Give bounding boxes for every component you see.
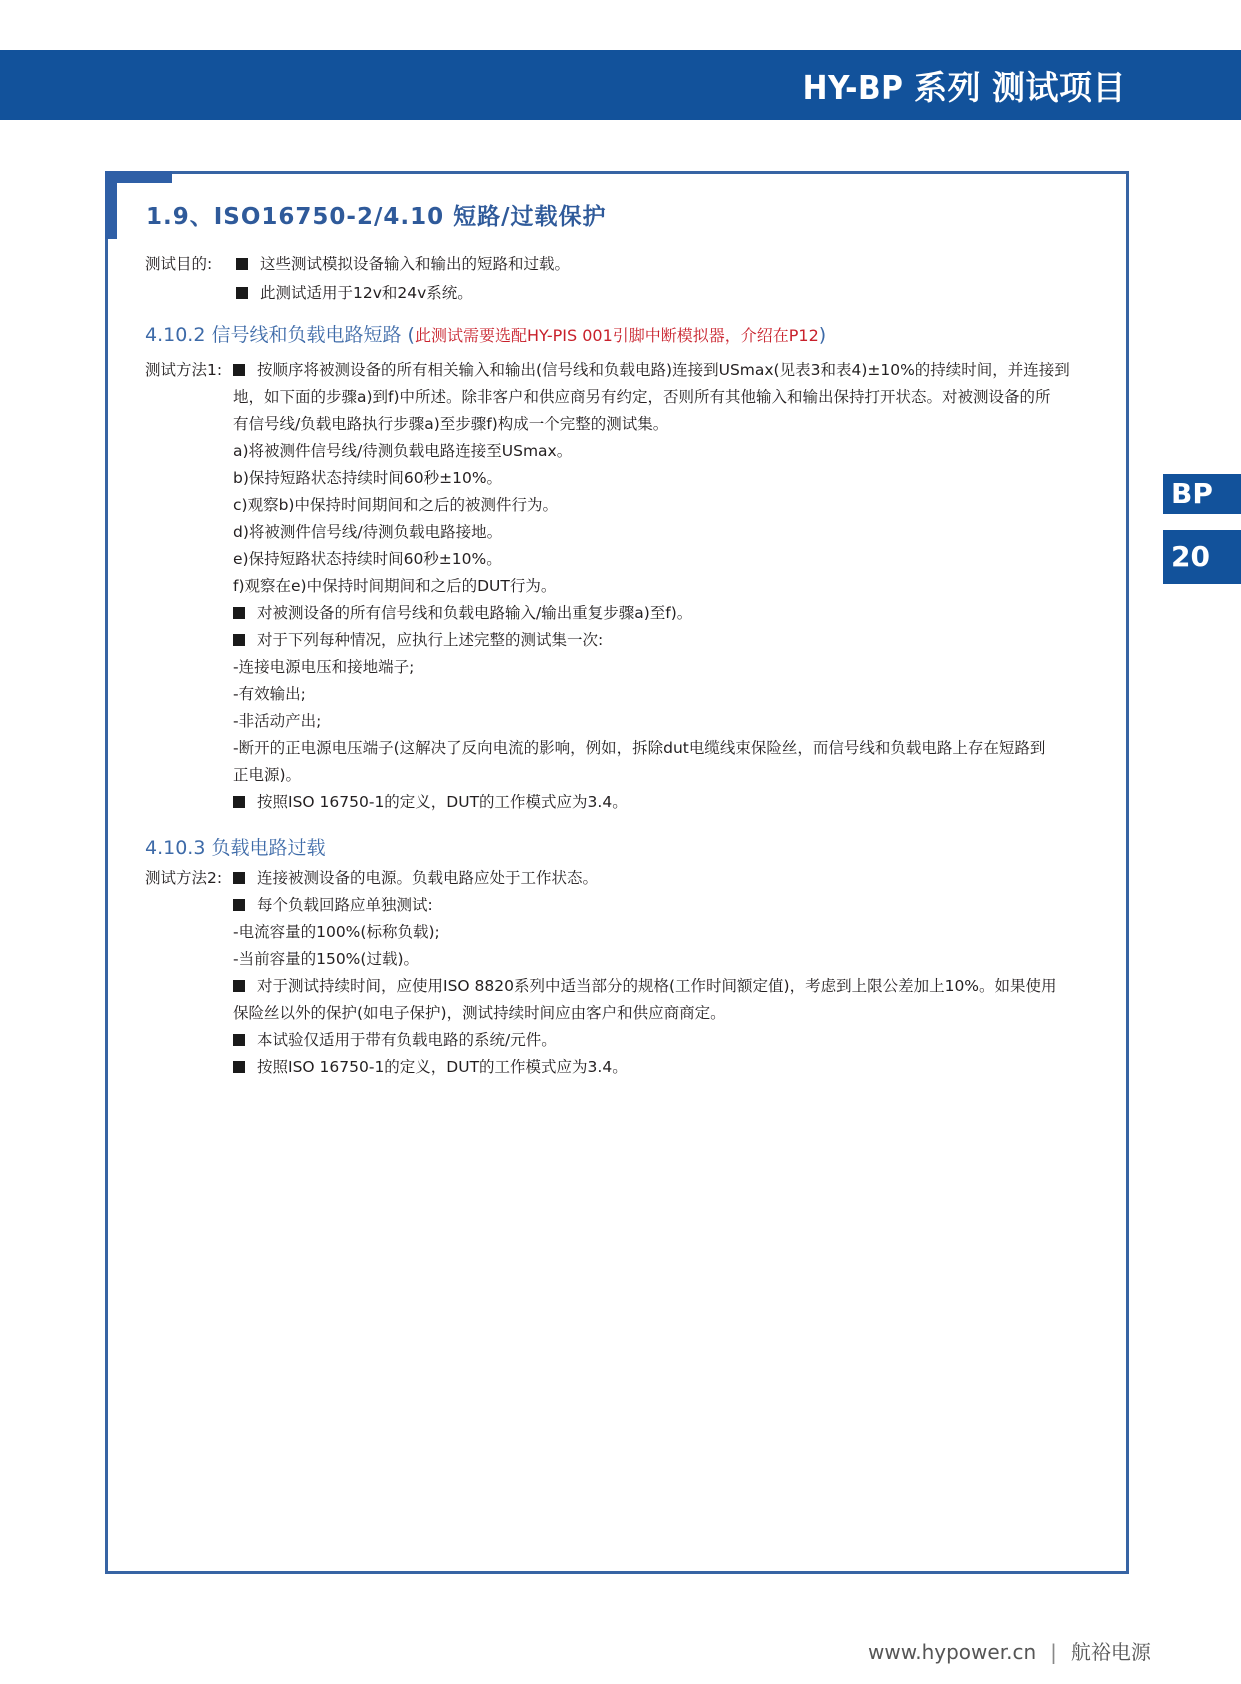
method1-line: 地，如下面的步骤a)到f)中所述。除非客户和供应商另有约定，否则所有其他输入和输出保持打开状态。对被测设备的所 [233,388,1051,406]
square-bullet-icon [236,258,248,270]
step-d: d)将被测件信号线/待测负载电路接地。 [233,523,503,541]
footer-brand: 航裕电源 [1070,1640,1151,1664]
step-b: b)保持短路状态持续时间60秒±10%。 [233,469,503,487]
section-title: 1.9、ISO16750-2/4.10 短路/过载保护 [146,204,607,230]
step-e: e)保持短路状态持续时间60秒±10%。 [233,550,502,568]
hardware-note: 此测试需要选配HY-PIS 001引脚中断模拟器，介绍在P12 [414,326,819,345]
step-a: a)将被测件信号线/待测负载电路连接至USmax。 [233,442,573,460]
case-item: -有效输出; [233,685,306,703]
method2-line: 连接被测设备的电源。负载电路应处于工作状态。 [233,868,598,888]
purpose-item: 这些测试模拟设备输入和输出的短路和过载。 [236,254,570,274]
square-bullet-icon [233,899,245,911]
case-item: -断开的正电源电压端子(这解决了反向电流的影响，例如，拆除dut电缆线束保险丝，而信号线和负载电路上存在短路到 [233,739,1046,757]
method1-line: 对于下列每种情况，应执行上述完整的测试集一次: [233,630,603,650]
square-bullet-icon [233,607,245,619]
case-item: -连接电源电压和接地端子; [233,658,415,676]
square-bullet-icon [233,634,245,646]
subheading-4-10-2: 4.10.2 信号线和负载电路短路 (此测试需要选配HY-PIS 001引脚中断模拟器，介绍在P12) [145,324,827,346]
header-title: HY-BP 系列 测试项目 [802,68,1126,107]
method2-line: 保险丝以外的保护(如电子保护)，测试持续时间应由客户和供应商商定。 [233,1004,726,1022]
method2-line: 本试验仅适用于带有负载电路的系统/元件。 [233,1030,557,1050]
square-bullet-icon [233,872,245,884]
method2-line: 按照ISO 16750-1的定义，DUT的工作模式应为3.4。 [233,1057,628,1077]
subheading-4-10-3: 4.10.3 负载电路过载 [145,837,326,859]
step-f: f)观察在e)中保持时间期间和之后的DUT行为。 [233,577,557,595]
footer-url[interactable]: www.hypower.cn [868,1640,1037,1664]
square-bullet-icon [233,364,245,376]
square-bullet-icon [233,980,245,992]
page-number-tab: 20 [1163,530,1241,584]
square-bullet-icon [233,1034,245,1046]
purpose-item: 此测试适用于12v和24v系统。 [236,283,473,303]
purpose-label: 测试目的: [145,255,213,273]
footer [868,1636,1151,1665]
method2-line: 每个负载回路应单独测试: [233,895,433,915]
load-case: -当前容量的150%(过载)。 [233,950,420,968]
corner-accent [105,171,117,239]
square-bullet-icon [233,796,245,808]
method1-line: 按照ISO 16750-1的定义，DUT的工作模式应为3.4。 [233,792,628,812]
method1-line: 对被测设备的所有信号线和负载电路输入/输出重复步骤a)至f)。 [233,603,692,623]
step-c: c)观察b)中保持时间期间和之后的被测件行为。 [233,496,558,514]
square-bullet-icon [233,1061,245,1073]
method1-line: 按顺序将被测设备的所有相关输入和输出(信号线和负载电路)连接到USmax(见表3和表4)±10%的持续时间，并连接到 [233,360,1070,380]
header-band [0,50,1241,120]
case-item: 正电源)。 [233,766,302,784]
method1-line: 有信号线/负载电路执行步骤a)至步骤f)构成一个完整的测试集。 [233,415,669,433]
case-item: -非活动产出; [233,712,322,730]
square-bullet-icon [236,287,248,299]
method1-label: 测试方法1: [145,361,223,379]
method2-line: 对于测试持续时间，应使用ISO 8820系列中适当部分的规格(工作时间额定值)，考虑到上限公差加上10%。如果使用 [233,976,1057,996]
method2-label: 测试方法2: [145,869,223,887]
series-tab: BP [1163,474,1241,514]
load-case: -电流容量的100%(标称负载); [233,923,440,941]
footer-separator: | [1050,1640,1057,1664]
